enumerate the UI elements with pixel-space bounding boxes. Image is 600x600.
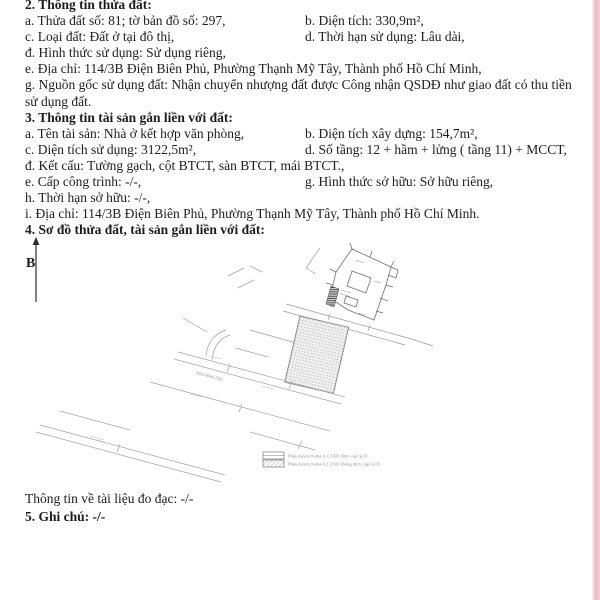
survey-info-line: Thông tin về tài liệu đo đạc: -/- xyxy=(25,491,194,506)
field-thoi-han-so-huu: h. Thời hạn sở hữu: -/-, xyxy=(25,190,151,206)
section3-row xyxy=(25,142,587,158)
field-thoi-han-su-dung: d. Thời hạn sử dụng: Lâu dài, xyxy=(305,29,465,45)
road-name-label: Điện Biên Phủ xyxy=(195,370,223,382)
field-dia-chi-tai-san: i. Địa chỉ: 114/3B Điện Biên Phủ, Phường Thạnh Mỹ Tây, Thành phố Hồ Chí Minh. xyxy=(25,206,480,222)
building-footprint-stippled xyxy=(285,316,349,394)
field-hinh-thuc-su-dung: đ. Hình thức sử dụng: Sử dụng riêng, xyxy=(25,45,226,61)
field-thua-dat-so: a. Thửa đất số: 81; tờ bản đồ số: 297, xyxy=(25,13,226,29)
parcel-hatched-strip xyxy=(326,286,339,307)
section5-title: 5. Ghi chú: -/- xyxy=(25,509,106,524)
section3-title: 3. Thông tin tài sản gắn liền với đất: xyxy=(25,109,233,125)
field-nguon-goc: g. Nguồn gốc sử dụng đất: Nhận chuyển nhượng đất được Công nhận QSDĐ như giao đất có thu tiền sử dụng đất. xyxy=(25,77,572,109)
field-hinh-thuc-so-huu: g. Hình thức sở hữu: Sở hữu riêng, xyxy=(305,174,494,190)
north-arrow xyxy=(26,237,39,302)
field-dien-tich: b. Diện tích: 330,9m², xyxy=(305,13,424,29)
parcel-outline xyxy=(326,243,398,320)
north-arrowhead xyxy=(33,237,40,245)
section2-row xyxy=(25,13,587,29)
field-dia-chi-dat: e. Địa chỉ: 114/3B Điện Biên Phủ, Phường Thạnh Mỹ Tây, Thành phố Hồ Chí Minh, xyxy=(25,61,482,77)
field-loai-dat: c. Loại đất: Đất ở tại đô thị, xyxy=(25,29,175,45)
section4-title: 4. Sơ đồ thửa đất, tài sản gắn liền với đất: xyxy=(25,222,265,238)
section3-row xyxy=(25,126,587,142)
legend-swatch-hatch xyxy=(263,460,284,467)
road-micro-labels xyxy=(90,356,274,440)
field-ket-cau: đ. Kết cấu: Tường gạch, cột BTCT, sàn BTCT, mái BTCT., xyxy=(25,157,345,173)
section3-row xyxy=(25,174,587,190)
field-so-tang: d. Số tầng: 12 + hầm + lửng ( tầng 11) + MCCT, xyxy=(305,141,567,157)
certificate-text-block xyxy=(25,0,587,238)
section2-row xyxy=(25,29,587,45)
parcel-micro-annotations xyxy=(340,260,381,315)
section2-title: 2. Thông tin thửa đất: xyxy=(25,0,152,12)
parcel-inner-court xyxy=(347,271,371,293)
north-label: B xyxy=(26,256,36,271)
field-dien-tich-xay-dung: b. Diện tích xây dựng: 154,7m², xyxy=(305,125,478,141)
legend-label-2: Phần diện tích nhà ở, CTXD không được cấp GCN xyxy=(288,461,380,467)
map-legend xyxy=(263,452,381,468)
field-cap-cong-trinh: e. Cấp công trình: -/-, xyxy=(25,174,142,190)
legend-label-1: Phần diện tích nhà ở, CTXD được cấp GCN xyxy=(288,453,368,459)
field-dien-tich-su-dung: c. Diện tích sử dụng: 3122,5m², xyxy=(25,141,197,157)
field-ten-tai-san: a. Tên tài sản: Nhà ở kết hợp văn phòng, xyxy=(25,125,245,141)
cadastral-map xyxy=(0,236,600,486)
